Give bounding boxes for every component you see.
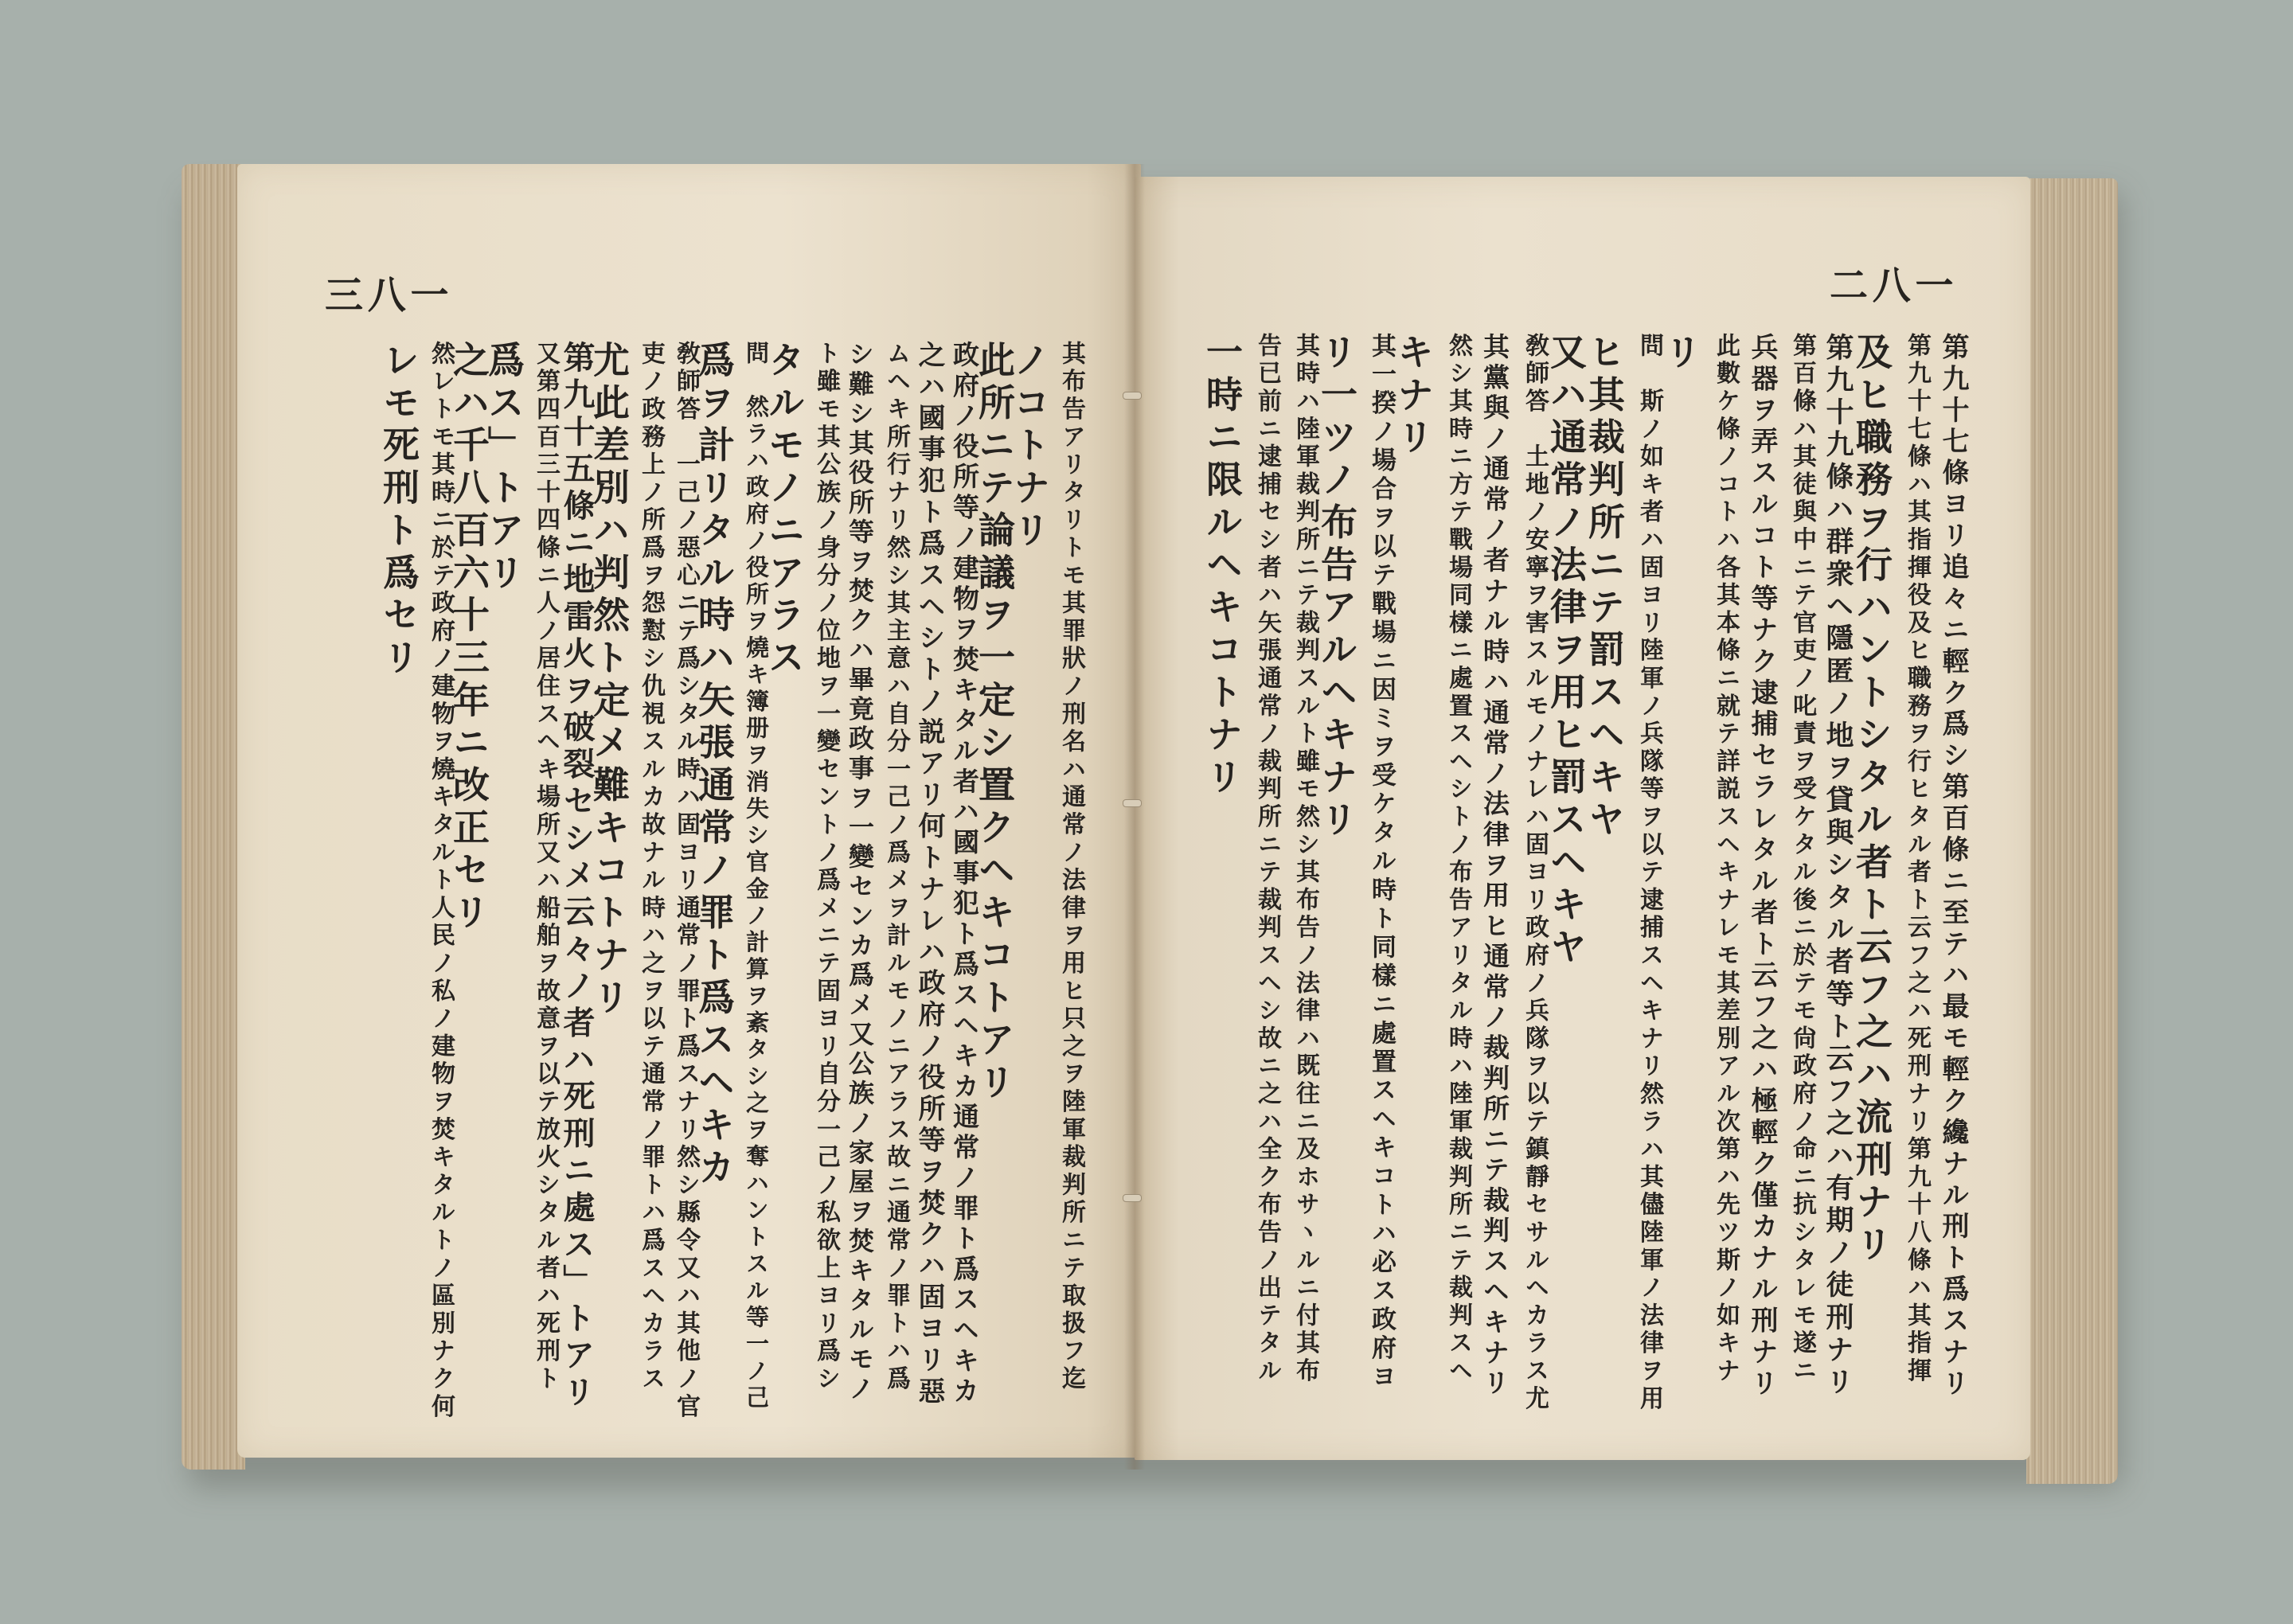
- left-page-edges: [182, 164, 245, 1470]
- text-column: 之ハ千八百六十三年ニ改正セリ: [447, 341, 490, 936]
- binding-stitch: [1123, 799, 1142, 807]
- text-column: 其時ハ陸軍裁判所ニテ裁判スルト雖モ然シ其布告ノ法律ハ既往ニ及ホサヽルニ付其布: [1291, 333, 1319, 1386]
- text-column: ヒ其裁判所ニテ罰スヘキヤ: [1583, 333, 1626, 843]
- text-column: レモ死刑ト爲セリ: [377, 341, 420, 681]
- text-column: 政府ノ役所等ノ建物ヲ焚キタル者ハ國事犯ト爲スヘキカ通常ノ罪ト爲スヘキカ: [949, 341, 980, 1407]
- text-column: 吏ノ政務上ノ所爲ヲ怨懟シ仇視スルカ故ナル時ハ之ヲ以テ通常ノ罪トハ爲スヘカラス: [637, 341, 665, 1394]
- text-column: 問 然ラハ政府ノ役所ヲ燒キ簿册ヲ消失シ官金ノ計算ヲ紊タシ之ヲ奪ハントスル等一ノ己: [743, 341, 770, 1412]
- binding-stitch: [1123, 392, 1142, 400]
- text-column: 告已前ニ逮捕セシ者ハ矢張通常ノ裁判所ニテ裁判スヘシ故ニ之ハ全ク布告ノ出テタル: [1253, 333, 1281, 1386]
- text-column: 又第四百三十四條ニ人ノ居住スヘキ場所又ハ船舶ヲ故意ヲ以テ放火シタル者ハ死刑ト: [532, 341, 560, 1394]
- text-column: 其布告アリタリトモ其罪狀ノ刑名ハ通常ノ法律ヲ用ヒ只之ヲ陸軍裁判所ニテ取扱フ迄: [1057, 341, 1085, 1394]
- text-column: 問 斯ノ如キ者ハ固ヨリ陸軍ノ兵隊等ヲ以テ逮捕スヘキナリ然ラハ其儘陸軍ノ法律ヲ用: [1635, 333, 1663, 1414]
- text-column: 兵器ヲ弄スルコト等ナク逮捕セラレタル者ト云フ之ハ極輕ク僅カナル刑ナリ: [1746, 333, 1778, 1400]
- left-page-number: 三八一: [325, 273, 454, 318]
- text-column: リ: [1659, 333, 1702, 376]
- text-column: 此數ケ條ノコトハ各其本條ニ就テ詳説スヘキナレモ其差別アル次第ハ先ツ斯ノ如キナ: [1712, 333, 1740, 1386]
- text-column: 其一揆ノ場合ヲ以テ戰場ニ因ミヲ受ケタル時ト同樣ニ處置スヘキコトハ必ス政府ヨ: [1367, 333, 1396, 1392]
- binding-stitch: [1123, 1194, 1142, 1202]
- text-column: 第百條ハ其徒與中ニテ官吏ノ叱責ヲ受ケタル後ニ於テモ尙政府ノ命ニ抗シタレモ遂ニ: [1788, 333, 1816, 1386]
- text-column: 及ヒ職務ヲ行ハントシタル者ト云フ之ハ流刑ナリ: [1850, 333, 1893, 1267]
- text-column: シ難シ其役所等ヲ焚クハ畢竟政事ヲ一變センカ爲メ又公族ノ家屋ヲ焚キタルモノ: [845, 341, 875, 1405]
- text-column: リ一ツノ布告アルヘキナリ: [1315, 333, 1358, 843]
- right-page-text: [1202, 333, 1967, 1415]
- text-column: 此所ニテ論議ヲ一定シ置クヘキコトアリ: [973, 341, 1016, 1106]
- text-column: 第九十七條ハ其指揮役及ヒ職務ヲ行ヒタル者ト云フ之ハ死刑ナリ第九十八條ハ其指揮: [1903, 333, 1931, 1386]
- text-column: タルモノニアラス: [763, 341, 806, 681]
- text-column: 之ハ國事犯ト爲スヘシトノ説アリ何トナレハ政府ノ役所等ヲ焚クハ固ヨリ惡: [913, 341, 945, 1408]
- text-column: 第九十五條ニ地雷火ヲ破裂セシメ云々ノ者ハ死刑ニ處ス」トアリ: [558, 341, 596, 1412]
- right-page-number: 二八一: [1830, 264, 1959, 308]
- text-column: 敎師答 土地ノ安寧ヲ害スルモノナレハ固ヨリ政府ノ兵隊ヲ以テ鎮靜セサルヘカラス尤: [1521, 333, 1549, 1414]
- text-column: 一時ニ限ルヘキコトナリ: [1201, 333, 1244, 800]
- text-column: 第九十九條ハ群衆ヘ隱匿ノ地ヲ貸與シタル者等ト云フ之ハ有期ノ徒刑ナリ: [1822, 333, 1854, 1400]
- text-column: 又ハ通常ノ法律ヲ用ヒ罰スヘキヤ: [1545, 333, 1588, 970]
- text-column: 然シ其時ニ方テ戰場同樣ニ處置スヘシトノ布告アリタル時ハ陸軍裁判所ニテ裁判スヘ: [1444, 333, 1472, 1386]
- text-column: 然レトモ其時ニ於テ政府ノ建物ヲ燒キタルト人民ノ私ノ建物ヲ焚キタルトノ區別ナク何: [427, 341, 455, 1422]
- text-column: 尤此差別ハ判然ト定メ難キコトナリ: [588, 341, 631, 1021]
- text-column: キナリ: [1392, 333, 1435, 461]
- text-column: ムヘキ所行ナリ然シ其主意ハ自分一己ノ爲メヲ計ルモノニアラス故ニ通常ノ罪トハ爲: [882, 341, 910, 1394]
- left-page-text: [377, 341, 1085, 1423]
- text-column: ノコトナリ: [1008, 341, 1051, 553]
- text-column: 其黨與ノ通常ノ者ナル時ハ通常ノ法律ヲ用ヒ通常ノ裁判所ニテ裁判スヘキナリ: [1479, 333, 1510, 1400]
- text-column: 爲ス」トアリ: [482, 341, 525, 596]
- text-column: 敎師答 一己ノ惡心ニテ爲シタル時ハ固ヨリ通常ノ罪ト爲スナリ然シ縣令又ハ其他ノ官: [672, 341, 700, 1422]
- text-column: ト雖モ其公族ノ身分ノ位地ヲ一變セントノ爲メニテ固ヨリ自分一己ノ私欲上ヨリ爲シ: [812, 341, 840, 1394]
- text-column: 第九十七條ヨリ追々ニ輕ク爲シ第百條ニ至テハ最モ輕ク纔ナル刑ト爲スナリ: [1937, 333, 1969, 1400]
- text-column: 爲ヲ計リタル時ハ矢張通常ノ罪ト爲スヘキカ: [693, 341, 736, 1191]
- right-page-edges: [2026, 178, 2118, 1484]
- book-gutter: [1124, 164, 1145, 1470]
